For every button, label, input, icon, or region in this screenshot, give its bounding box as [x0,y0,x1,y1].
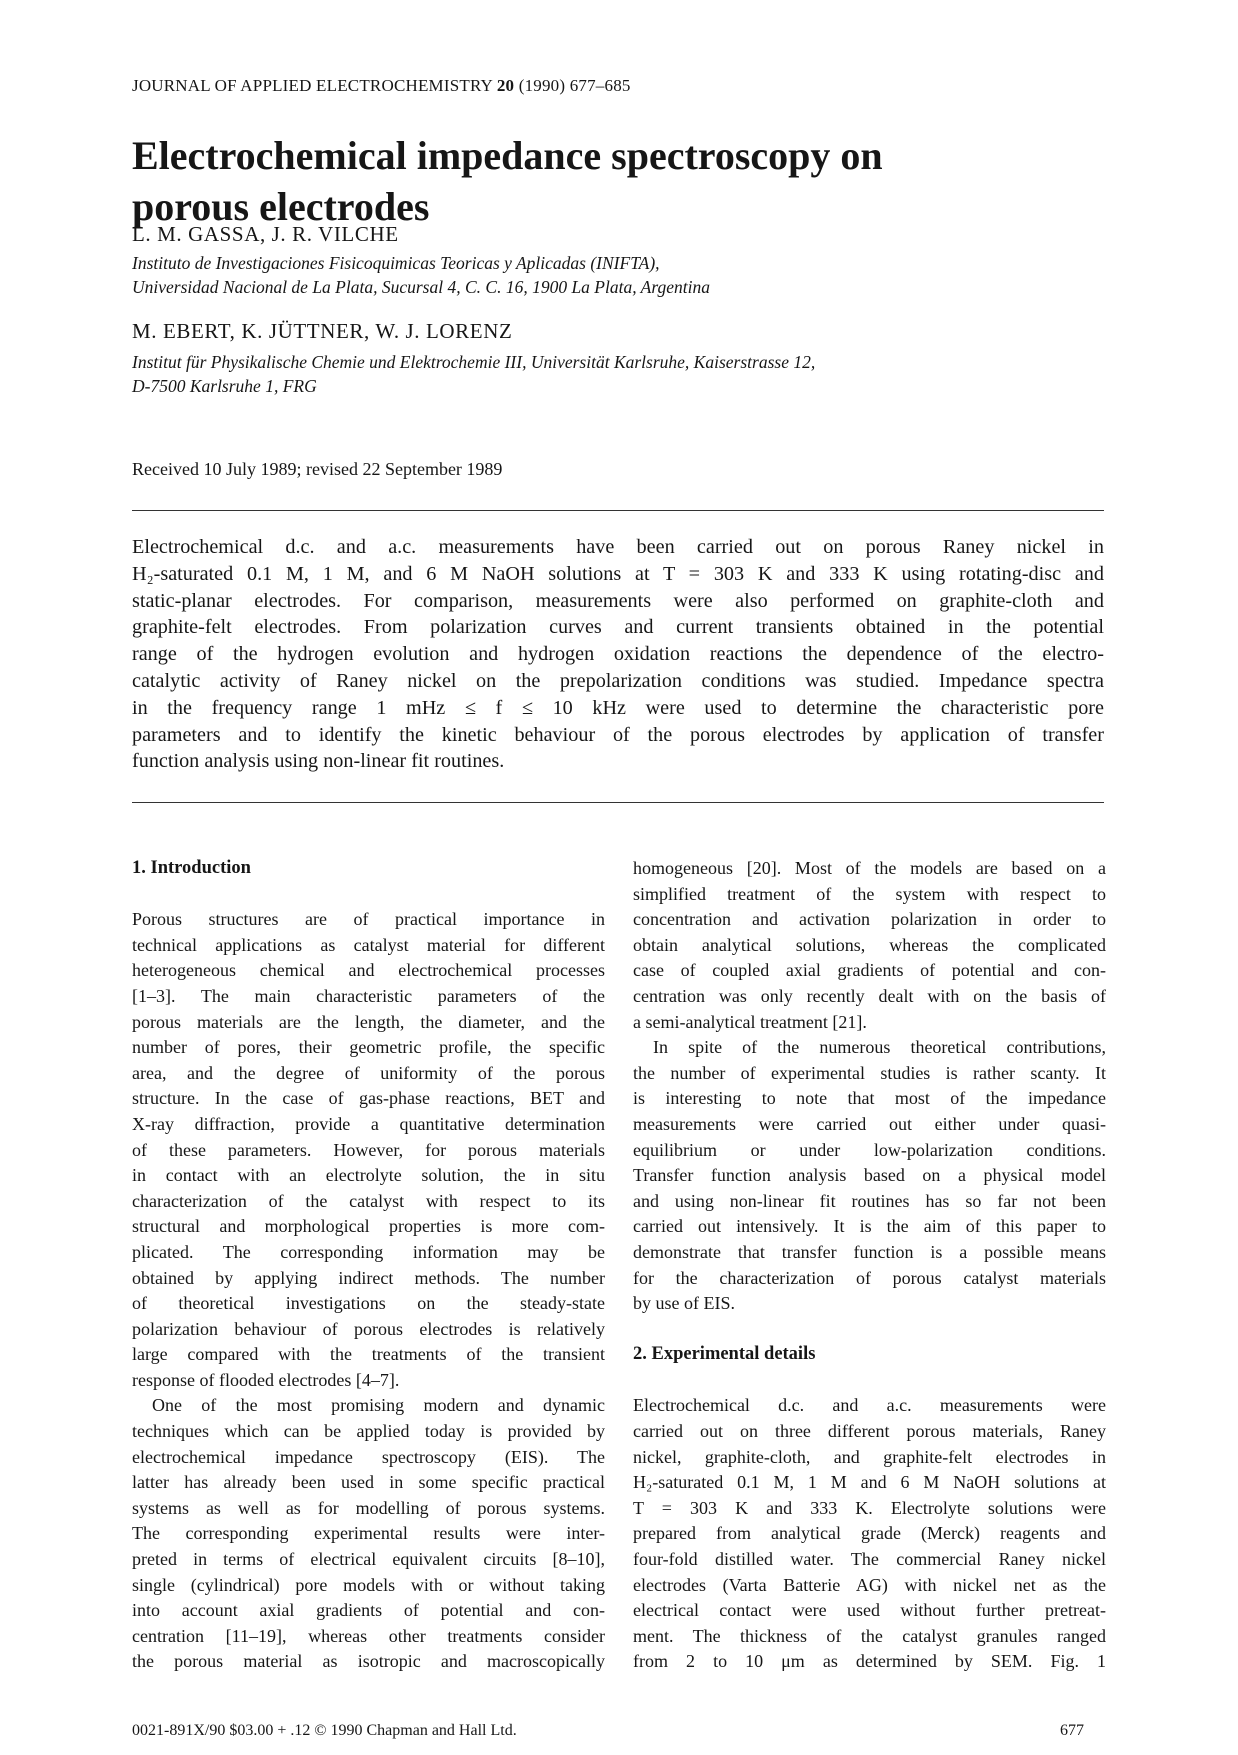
title-line: porous electrodes [132,184,430,229]
text-line: centration was only recently dealt with on the basis of [633,985,1106,1006]
text-line: One of the most promising modern and dynamic [152,1395,605,1416]
abstract-top-rule [132,510,1104,511]
footer-copyright: 0021-891X/90 $03.00 + .12 © 1990 Chapman and Hall Ltd. [132,1722,517,1739]
abstract-bottom-rule [132,802,1104,803]
text-line: of these parameters. However, for porous materials [132,1139,605,1160]
intro-paragraph-4 [633,1035,1106,1317]
text-line: structure. In the case of gas-phase reactions, BET and [132,1088,605,1109]
journal-name: JOURNAL OF APPLIED ELECTROCHEMISTRY [132,76,493,95]
text-line: T = 303 K and 333 K. Electrolyte solutions were [633,1497,1106,1518]
text-line: characterization of the catalyst with respect to its [132,1190,605,1211]
abstract-line: catalytic activity of Raney nickel on the prepolarization conditions was studied. Impedance spectra [132,669,1104,692]
text-line: latter has already been used in some specific practical [132,1472,605,1493]
text-line: carried out on three different porous materials, Raney [633,1421,1106,1442]
text-line: Electrochemical d.c. and a.c. measurements were [633,1395,1106,1416]
intro-paragraph-2 [132,1393,605,1675]
text-line: X-ray diffraction, provide a quantitative determination [132,1113,605,1134]
text-line: electrodes (Varta Batterie AG) with nickel net as the [633,1574,1106,1595]
text-line: a semi-analytical treatment [21]. [633,1011,867,1032]
right-column [633,856,1106,1675]
text-line: of theoretical investigations on the steady-state [132,1293,605,1314]
text-line: four-fold distilled water. The commercial Raney nickel [633,1549,1106,1570]
text-line: prepared from analytical grade (Merck) reagents and [633,1523,1106,1544]
text-line: and using non-linear fit routines has so far not been [633,1190,1106,1211]
abstract [132,534,1104,775]
affiliation-line: Institut für Physikalische Chemie und Elektrochemie III, Universität Karlsruhe, Kaiserstrasse 12, [132,352,816,372]
received-dates: Received 10 July 1989; revised 22 September 1989 [132,459,503,479]
text-line: ment. The thickness of the catalyst granules ranged [633,1625,1106,1646]
title-line: Electrochemical impedance spectroscopy on [132,133,883,178]
authors-group-1: L. M. GASSA, J. R. VILCHE [132,222,399,246]
intro-paragraph-3 [633,856,1106,1035]
text-line: by use of EIS. [633,1293,735,1314]
affiliation-1 [132,251,1032,299]
text-line: centration [11–19], whereas other treatments consider [132,1625,605,1646]
text-line: polarization behaviour of porous electrodes is relatively [132,1318,605,1339]
text-line: systems as well as for modelling of porous systems. [132,1497,605,1518]
text-line: from 2 to 10 μm as determined by SEM. Fig. 1 [633,1651,1106,1672]
text-line: structural and morphological properties is more com- [132,1216,605,1237]
journal-header [132,76,631,96]
text-line: concentration and activation polarization in order to [633,909,1106,930]
text-line: case of coupled axial gradients of potential and con- [633,960,1106,981]
text-line: in contact with an electrolyte solution, the in situ [132,1165,605,1186]
text-line: preted in terms of electrical equivalent circuits [8–10], [132,1549,605,1570]
text-line: equilibrium or under low-polarization conditions. [633,1139,1106,1160]
affiliation-line: Universidad Nacional de La Plata, Sucursal 4, C. C. 16, 1900 La Plata, Argentina [132,277,710,297]
abstract-line: H₂-saturated 0.1 M, 1 M, and 6 M NaOH solutions at T = 303 K and 333 K using rotating-disc and [132,562,1104,585]
journal-volume: 20 [496,76,515,95]
abstract-line: static-planar electrodes. For comparison, measurements were also performed on graphite-cloth and [132,589,1104,612]
text-line: for the characterization of porous catalyst materials [633,1267,1106,1288]
text-line: into account axial gradients of potential and con- [132,1600,605,1621]
affiliation-2 [132,350,1032,398]
text-line: porous materials are the length, the diameter, and the [132,1011,605,1032]
journal-year-pages: (1990) 677–685 [518,76,631,95]
text-line: Transfer function analysis based on a physical model [633,1165,1106,1186]
abstract-line: function analysis using non-linear fit routines. [132,750,505,773]
affiliation-line: Instituto de Investigaciones Fisicoquimicas Teoricas y Aplicadas (INIFTA), [132,253,660,273]
text-line: heterogeneous chemical and electrochemical processes [132,960,605,981]
text-line: technical applications as catalyst material for different [132,934,605,955]
left-column [132,856,605,1675]
text-line: homogeneous [20]. Most of the models are based on a [633,858,1106,878]
text-line: obtain analytical solutions, whereas the complicated [633,934,1106,955]
section-heading-introduction: 1. Introduction [132,858,251,878]
text-line: demonstrate that transfer function is a possible means [633,1241,1106,1262]
text-line: carried out intensively. It is the aim of this paper to [633,1216,1106,1237]
text-line: H₂-saturated 0.1 M, 1 M and 6 M NaOH solutions at [633,1472,1106,1493]
abstract-line: parameters and to identify the kinetic behaviour of the porous electrodes by application of transfer [132,723,1104,746]
text-line: In spite of the numerous theoretical contributions, [653,1037,1106,1058]
text-line: obtained by applying indirect methods. The number [132,1267,605,1288]
text-line: area, and the degree of uniformity of the porous [132,1062,605,1083]
text-line: large compared with the treatments of the transient [132,1344,605,1365]
affiliation-line: D-7500 Karlsruhe 1, FRG [132,376,317,396]
text-line: electrochemical impedance spectroscopy (EIS). The [132,1446,605,1467]
abstract-line: graphite-felt electrodes. From polarization curves and current transients obtained in the potential [132,616,1104,639]
text-line: [1–3]. The main characteristic parameters of the [132,985,605,1006]
text-line: nickel, graphite-cloth, and graphite-felt electrodes in [633,1446,1106,1467]
authors-group-2: M. EBERT, K. JÜTTNER, W. J. LORENZ [132,319,513,343]
paper-title [132,130,1032,232]
text-line: simplified treatment of the system with respect to [633,883,1106,904]
text-line: the number of experimental studies is rather scanty. It [633,1062,1106,1083]
text-line: single (cylindrical) pore models with or without taking [132,1574,605,1595]
text-line: number of pores, their geometric profile, the specific [132,1037,605,1058]
text-line: electrical contact were used without further pretreat- [633,1600,1106,1621]
abstract-line: Electrochemical d.c. and a.c. measurements have been carried out on porous Raney nickel in [132,536,1104,558]
text-line: plicated. The corresponding information may be [132,1241,605,1262]
text-line: measurements were carried out either under quasi- [633,1113,1106,1134]
experimental-paragraph-1 [633,1393,1106,1675]
text-line: The corresponding experimental results were inter- [132,1523,605,1544]
abstract-line: range of the hydrogen evolution and hydrogen oxidation reactions the dependence of the electro- [132,643,1104,666]
text-line: the porous material as isotropic and macroscopically [132,1651,605,1672]
text-line: techniques which can be applied today is provided by [132,1421,605,1442]
text-line: response of flooded electrodes [4–7]. [132,1369,400,1390]
page-number: 677 [1060,1722,1084,1739]
abstract-line: in the frequency range 1 mHz ≤ f ≤ 10 kHz were used to determine the characteristic pore [132,696,1104,719]
text-line: is interesting to note that most of the impedance [633,1088,1106,1109]
text-line: Porous structures are of practical importance in [132,909,605,930]
section-heading-experimental: 2. Experimental details [633,1344,816,1365]
intro-paragraph-1 [132,907,605,1393]
